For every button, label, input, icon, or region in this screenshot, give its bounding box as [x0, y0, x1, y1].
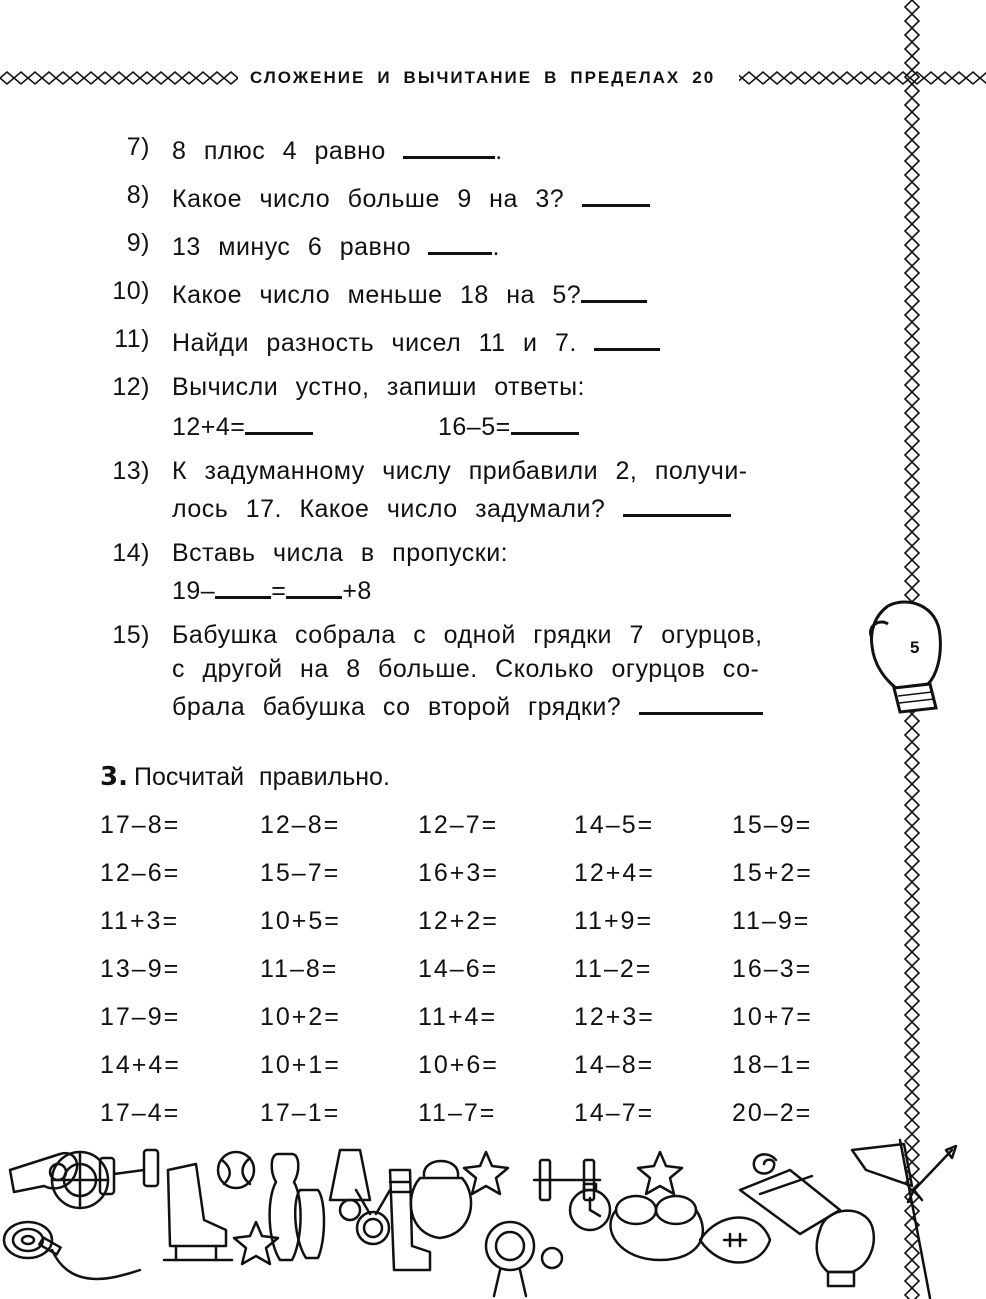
exercise-item: 18–1=	[732, 1051, 813, 1079]
bowling-pin-icon	[270, 1154, 324, 1260]
exercise-item: 12–7=	[418, 811, 499, 839]
task-number: 12)	[112, 373, 150, 401]
task-text: Какое число больше 9 на 3?	[172, 178, 650, 216]
exercise-item: 12–6=	[100, 859, 181, 887]
answer-blank[interactable]	[594, 322, 660, 351]
exercise-item: 11+9=	[574, 907, 654, 935]
header-word: В	[544, 68, 559, 87]
task-text: Бабушка собрала с одной грядки 7 огурцов,	[172, 621, 763, 649]
task-number: 7)	[126, 133, 150, 161]
exercise-item: 17–8=	[100, 811, 181, 839]
exercise-item: 16–3=	[732, 955, 813, 983]
task-text: К задуманному числу прибавили 2, получи-	[172, 457, 748, 485]
boxing-glove-icon	[817, 1211, 874, 1286]
task-text: 13 минус 6 равно .	[172, 226, 500, 264]
header-word: ПРЕДЕЛАХ	[570, 68, 681, 87]
task-10	[0, 274, 900, 308]
kettlebell-icon	[411, 1161, 471, 1238]
football-icon	[700, 1218, 770, 1263]
task-number: 13)	[112, 457, 150, 485]
exercise-item: 10+5=	[260, 907, 341, 935]
exercise-item: 10+7=	[732, 1003, 813, 1031]
task-number: 8)	[126, 181, 150, 209]
exercise-item: 11–8=	[260, 955, 339, 983]
answer-blank[interactable]	[428, 226, 492, 255]
medal-icon	[356, 1190, 390, 1244]
header-word: 20	[692, 68, 716, 87]
star-icon	[464, 1152, 508, 1194]
exercise-item: 10+6=	[418, 1051, 499, 1079]
exercise-item: 12+2=	[418, 907, 499, 935]
jump-rope-icon	[39, 1238, 140, 1279]
task-7	[0, 130, 900, 164]
task-8	[0, 178, 900, 212]
task-11	[0, 322, 900, 356]
exercise-item: 14–8=	[574, 1051, 655, 1079]
badminton-shuttlecock-icon	[330, 1150, 370, 1220]
stopwatch-icon	[570, 1184, 610, 1230]
dart-icon	[908, 1146, 956, 1202]
answer-blank[interactable]	[286, 570, 342, 599]
task-text: 8 плюс 4 равно .	[172, 130, 503, 168]
task-number: 14)	[112, 539, 150, 567]
task-number: 11)	[114, 325, 150, 353]
exercise-item: 11–9=	[732, 907, 811, 935]
answer-blank[interactable]	[639, 686, 763, 715]
exercise-item: 14+4=	[100, 1051, 181, 1079]
exercise-item: 12+3=	[574, 1003, 655, 1031]
rope-coil-icon	[4, 1222, 52, 1258]
exercise-item: 15+2=	[732, 859, 813, 887]
task-text: брала бабушка со второй грядки?	[172, 686, 763, 724]
exercise-item: 15–7=	[260, 859, 341, 887]
dumbbell-icon	[100, 1150, 158, 1194]
task-number: 10)	[112, 277, 150, 305]
sports-doodle-border	[0, 1130, 986, 1299]
header-word: СЛОЖЕНИЕ	[250, 68, 366, 87]
answer-blank[interactable]	[245, 406, 313, 435]
task-expression: 19– = +8	[172, 570, 372, 608]
exercise-item: 17–9=	[100, 1003, 181, 1031]
task-number: 15)	[112, 621, 150, 649]
answer-blank[interactable]	[623, 488, 731, 517]
exercise-title: Посчитай правильно.	[133, 763, 390, 791]
exercise-item: 14–5=	[574, 811, 655, 839]
tennis-ball-icon	[218, 1152, 254, 1188]
task-text: Какое число меньше 18 на 5?	[172, 274, 647, 312]
exercise-item: 11–2=	[574, 955, 653, 983]
exercise-item: 15–9=	[732, 811, 813, 839]
exercise-item: 11+4=	[418, 1003, 498, 1031]
exercise-heading	[100, 760, 390, 794]
answer-blank[interactable]	[215, 570, 271, 599]
answer-blank[interactable]	[582, 178, 650, 207]
task-text: Найди разность чисел 11 и 7.	[172, 322, 660, 360]
exercise-item: 16+3=	[418, 859, 499, 887]
ball-icon	[542, 1248, 562, 1268]
task-12	[0, 370, 900, 442]
task-text: лось 17. Какое число задумали?	[172, 488, 731, 526]
answer-blank[interactable]	[511, 406, 579, 435]
task-expression: 12+4=	[172, 406, 313, 444]
header-title	[238, 67, 739, 89]
swim-goggles-icon	[610, 1196, 702, 1260]
exercise-item: 11+3=	[100, 907, 180, 935]
pennant-flag-icon	[852, 1140, 930, 1298]
header-word: И	[377, 68, 392, 87]
exercise-number: 3.	[100, 762, 128, 792]
task-expression: 16–5=	[438, 406, 579, 444]
sock-icon	[390, 1170, 430, 1270]
exercise-item: 14–6=	[418, 955, 499, 983]
task-text: Вычисли устно, запиши ответы:	[172, 373, 585, 401]
task-number: 9)	[126, 229, 150, 257]
exercise-item: 14–7=	[574, 1099, 655, 1127]
header-word: ВЫЧИТАНИЕ	[403, 68, 533, 87]
task-9	[0, 226, 900, 260]
task-13	[0, 454, 900, 526]
exercise-item: 12–8=	[260, 811, 341, 839]
exercise-item: 17–4=	[100, 1099, 181, 1127]
task-text: с другой на 8 больше. Сколько огурцов со-	[172, 655, 760, 683]
page-number: 5	[910, 638, 920, 657]
spiral-icon	[754, 1154, 776, 1173]
task-15	[0, 618, 900, 722]
exercise-item: 13–9=	[100, 955, 181, 983]
exercise-item: 12+4=	[574, 859, 655, 887]
boxing-glove-icon	[866, 596, 946, 716]
award-rosette-icon	[486, 1222, 534, 1296]
barbell-icon	[534, 1160, 600, 1200]
ice-skate-icon	[164, 1164, 232, 1260]
star-icon	[638, 1152, 682, 1194]
task-text: Вставь числа в пропуски:	[172, 539, 509, 567]
exercise-item: 17–1=	[260, 1099, 341, 1127]
answer-blank[interactable]	[581, 274, 647, 303]
exercise-item: 10+1=	[260, 1051, 341, 1079]
exercise-item: 11–7=	[418, 1099, 497, 1127]
exercise-item: 10+2=	[260, 1003, 341, 1031]
answer-blank[interactable]	[403, 130, 495, 159]
exercise-item: 20–2=	[732, 1099, 813, 1127]
task-14	[0, 536, 900, 608]
flippers-icon	[740, 1170, 840, 1234]
